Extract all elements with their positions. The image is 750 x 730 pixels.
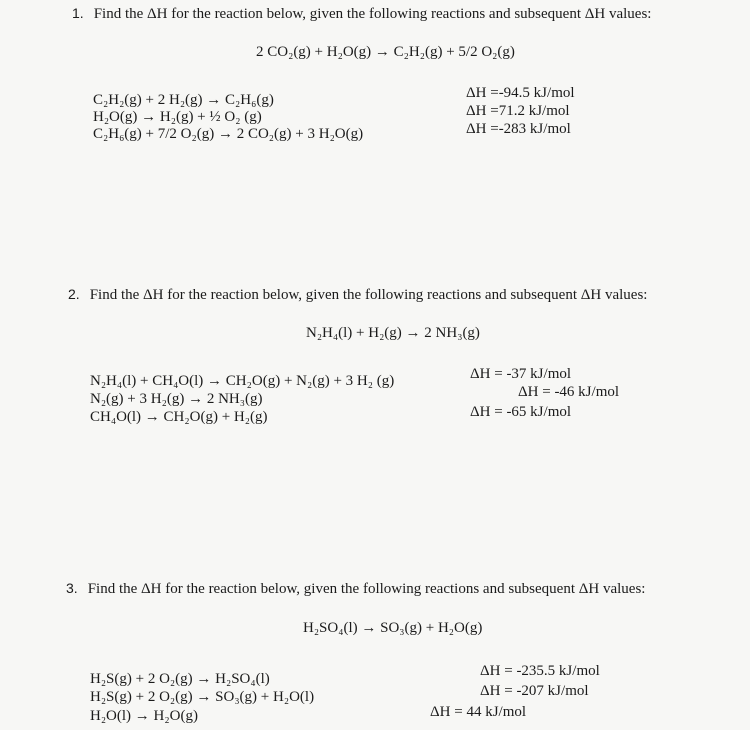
problem-2-question-text: Find the ΔH for the reaction below, given the following reactions and subsequent ΔH values:: [89, 287, 648, 303]
problem-3-question-text: Find the ΔH for the reaction below, given the following reactions and subsequent ΔH values:: [87, 581, 646, 597]
problem-2-question: [68, 286, 647, 304]
problem-3-enthalpy-3: ΔH = 44 kJ/mol: [430, 704, 527, 720]
problem-1-number: 1.: [72, 5, 84, 21]
problem-1-question-text: Find the ΔH for the reaction below, given the following reactions and subsequent ΔH values:: [93, 6, 652, 22]
problem-2-enthalpy-1: ΔH = -37 kJ/mol: [470, 366, 572, 382]
problem-2-enthalpy-3: ΔH = -65 kJ/mol: [470, 404, 572, 420]
problem-2-reaction-1: N₂H₄(l) + CH₄O(l) → CH₂O(g) + N₂(g) + 3 H₂ (g): [90, 373, 395, 389]
problem-3-enthalpy-1: ΔH = -235.5 kJ/mol: [480, 663, 600, 679]
problem-1-reaction-3: C₂H₆(g) + 7/2 O₂(g) → 2 CO₂(g) + 3 H₂O(g): [93, 126, 364, 142]
problem-3-question: [66, 580, 645, 598]
problem-1-enthalpy-3: ΔH =-283 kJ/mol: [466, 121, 571, 137]
problem-3-reaction-1: H₂S(g) + 2 O₂(g) → H₂SO₄(l): [90, 671, 270, 687]
problem-3-reaction-2: H₂S(g) + 2 O₂(g) → SO₃(g) + H₂O(l): [90, 689, 315, 705]
problem-1-reaction-2: H₂O(g) → H₂(g) + ½ O₂ (g): [93, 109, 262, 125]
problem-2-reaction-2: N₂(g) + 3 H₂(g) → 2 NH₃(g): [90, 391, 263, 407]
problem-3-reaction-3: H₂O(l) → H₂O(g): [90, 708, 198, 724]
problem-1-target-reaction: 2 CO₂(g) + H₂O(g) → C₂H₂(g) + 5/2 O₂(g): [256, 44, 515, 60]
problem-2-target-reaction: N₂H₄(l) + H₂(g) → 2 NH₃(g): [306, 325, 480, 341]
problem-1-enthalpy-1: ΔH =-94.5 kJ/mol: [466, 85, 575, 101]
problem-2-number: 2.: [68, 286, 80, 302]
problem-1-question: [72, 5, 651, 23]
problem-2-enthalpy-2: ΔH = -46 kJ/mol: [518, 384, 620, 400]
problem-3-enthalpy-2: ΔH = -207 kJ/mol: [480, 683, 589, 699]
problem-3-number: 3.: [66, 580, 78, 596]
problem-2-reaction-3: CH₄O(l) → CH₂O(g) + H₂(g): [90, 409, 268, 425]
problem-3-target-reaction: H₂SO₄(l) → SO₃(g) + H₂O(g): [303, 620, 483, 636]
problem-1-reaction-1: C₂H₂(g) + 2 H₂(g) → C₂H₆(g): [93, 92, 274, 108]
problem-1-enthalpy-2: ΔH =71.2 kJ/mol: [466, 103, 570, 119]
